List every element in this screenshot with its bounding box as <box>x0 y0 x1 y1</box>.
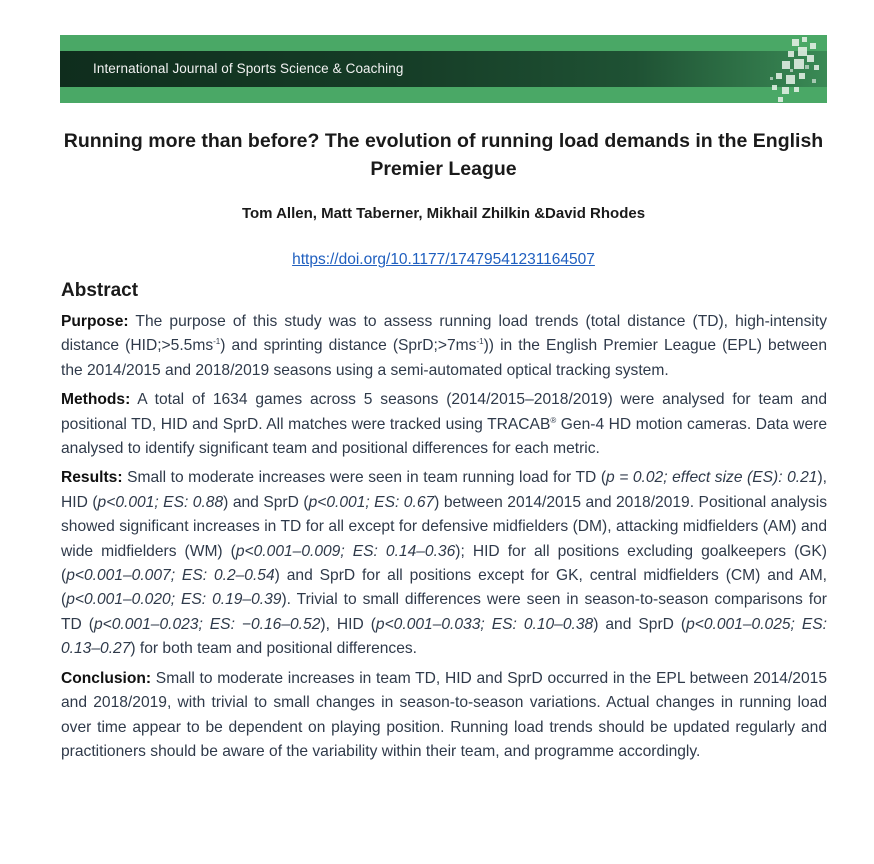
results-paragraph: Results: Small to moderate increases were seen in team running load for TD (p = 0.02; effect size (ES): 0.21), HID (p<0.001; ES: 0.88) and SprD (p<0.001; ES: 0.67) between 2014/2015 and 2018/2019. Positional analysis showed significant increases in TD for all except for defensive midfielders (DM), attacking midfielders (AM) and wide midfielders (WM) (p<0.001–0.009; ES: 0.14–0.36); HID for all positions excluding goalkeepers (GK) (p<0.001–0.007; ES: 0.2–0.54) and SprD for all positions except for GK, central midfielders (CM) and AM, (p<0.001–0.020; ES: 0.19–0.39). Trivial to small differences were seen in season-to-season comparisons for TD (p<0.001–0.023; ES: −0.16–0.52), HID (p<0.001–0.033; ES: 0.10–0.38) and SprD (p<0.001–0.025; ES: 0.13–0.27) for both team and positional differences. <box>61 469 828 658</box>
conclusion-paragraph: Conclusion: Small to moderate increases in team TD, HID and SprD occurred in the EPL between 2014/2015 and 2018/2019, with trivial to small changes in season-to-season variations. Actual changes in running load over time appear to be dependent on playing position. Running load trends should be updated regularly and practitioners should be aware of the variability within their team, and programme accordingly. <box>61 669 827 760</box>
journal-banner <box>60 35 827 103</box>
results-label: Results: <box>61 469 123 487</box>
journal-name: International Journal of Sports Science & Coaching <box>93 61 404 76</box>
abstract-heading: Abstract <box>61 280 139 301</box>
doi-line <box>60 251 827 269</box>
abstract-body <box>61 310 827 769</box>
methods-paragraph: Methods: A total of 1634 games across 5 seasons (2014/2015–2018/2019) were analysed for team and positional TD, HID and SprD. All matches were tracked using TRACAB® Gen-4 HD motion cameras. Data were analysed to identify significant team and positional differences for each metric. <box>61 391 827 458</box>
purpose-label: Purpose: <box>61 313 129 330</box>
methods-label: Methods: <box>61 391 131 409</box>
purpose-paragraph: Purpose: The purpose of this study was to assess running load trends (total distance (TD), high-intensity distance $(HID;>5.5ms^{-1})$ and sprinting distance $(SprD;>7ms^{-1})$) in the English Premier League (EPL) between the 2014/2015 and 2018/2019 seasons using a semi-automated optical tracking system. <box>61 313 827 379</box>
doi-link[interactable]: https://doi.org/10.1177/17479541231164507 <box>292 251 595 268</box>
journal-logo-graphic <box>752 35 827 103</box>
article-authors: Tom Allen, Matt Taberner, Mikhail Zhilkin &David Rhodes <box>241 205 646 222</box>
conclusion-label: Conclusion: <box>61 669 152 687</box>
article-title: Running more than before? The evolution of running load demands in the English Premier League <box>63 130 824 180</box>
